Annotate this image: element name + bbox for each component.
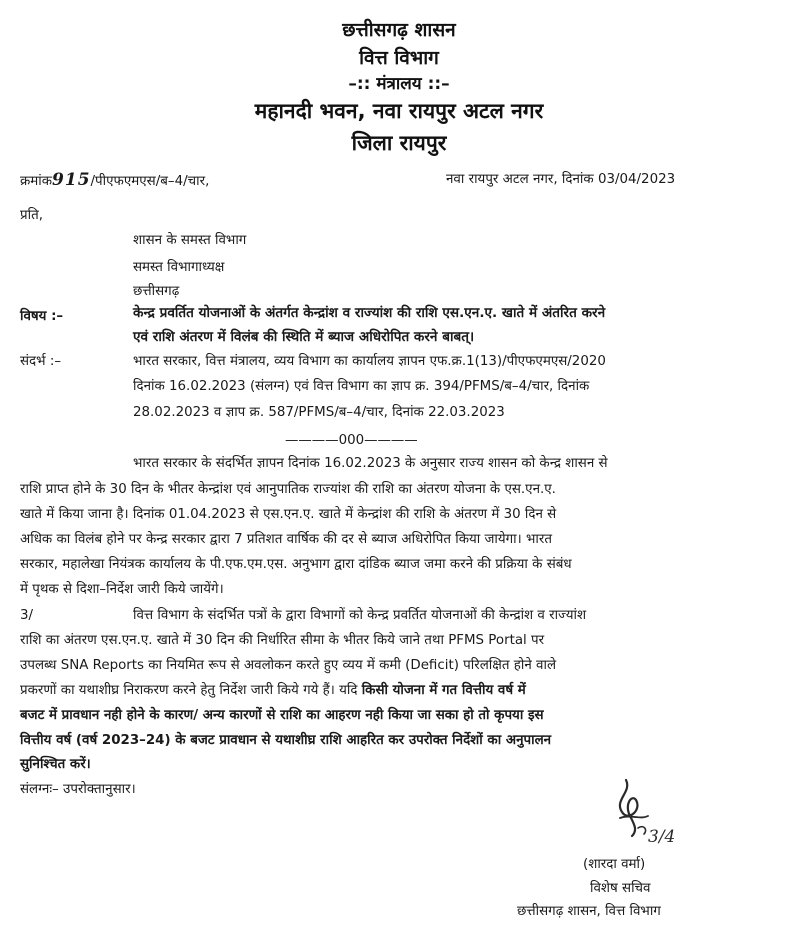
reference-number <box>20 171 209 191</box>
paragraph-line: बजट में प्रावधान नही होने के कारण/ अन्य कारणों से राशि का आहरण नही किया जा सका हो तो कृपया इस <box>20 708 544 723</box>
ministry-label: –:: मंत्रालय ::– <box>348 74 450 94</box>
recipient-label: प्रति, <box>20 208 43 223</box>
reference-suffix: /पीएफएमएस/ब–4/चार, <box>90 174 210 189</box>
paragraph-number: 3/ <box>20 608 34 623</box>
paragraph-line: वित्तीय वर्ष (वर्ष 2023–24) के बजट प्रावधान से यथाशीघ्र राशि आहरित कर उपरोक्त निर्देशों का अनुपालन <box>20 733 552 748</box>
separator: ————000———— <box>285 433 418 448</box>
recipient-line: छत्तीसगढ़ <box>133 284 180 299</box>
context-line: दिनांक 16.02.2023 (संलग्न) एवं वित्त विभाग का ज्ञाप क्र. 394/PFMS/ब–4/चार, दिनांक <box>133 379 590 394</box>
recipient-line: शासन के समस्त विभाग <box>133 233 247 248</box>
context-label: संदर्भ :– <box>20 354 62 369</box>
reference-prefix: क्रमांक <box>20 174 53 189</box>
govt-name: छत्तीसगढ़ शासन <box>342 19 456 41</box>
paragraph-line: खाते में किया जाना है। दिनांक 01.04.2023 से एस.एन.ए. खाते में केन्द्रांश की राशि के अंतरण में 30 दिन से <box>20 507 557 522</box>
paragraph-bold-text: किसी योजना में गत वित्तीय वर्ष में <box>361 683 526 698</box>
paragraph-line: वित्त विभाग के संदर्भित पत्रों के द्वारा विभागों को केन्द्र प्रवर्तित योजनाओं की केन्द्रांश व राज्यांश <box>133 608 587 623</box>
subject-line: केन्द्र प्रवर्तित योजनाओं के अंतर्गत केन्द्रांश व राज्यांश की राशि एस.एन.ए. खाते में अंतरित करने <box>133 305 606 321</box>
paragraph-line: अधिक का विलंब होने पर केन्द्र सरकार द्वारा 7 प्रतिशत वार्षिक की दर से ब्याज अधिरोपित किया जायेगा। भारत <box>20 532 552 547</box>
paragraph-line: में पृथक से दिशा–निर्देश जारी किये जायेंगे। <box>20 582 224 597</box>
signatory-designation: विशेष सचिव <box>590 881 651 896</box>
signature-mark <box>608 770 698 854</box>
subject-line: एवं राशि अंतरण में विलंब की स्थिति में ब्याज अधिरोपित करने बाबत्। <box>133 329 475 345</box>
subject-label: विषय :– <box>20 309 64 324</box>
paragraph-line: सरकार, महालेखा नियंत्रक कार्यालय के पी.एफ.एम.एस. अनुभाग द्वारा दांडिक ब्याज जमा करने की प्रक्रिया के संबंध <box>20 557 572 572</box>
paragraph-line: भारत सरकार के संदर्भित ज्ञापन दिनांक 16.02.2023 के अनुसार राज्य शासन को केन्द्र शासन से <box>133 456 608 471</box>
context-line: भारत सरकार, वित्त मंत्रालय, व्यय विभाग का कार्यालय ज्ञापन एफ.क्र.1(13)/पीएफएमएस/2020 <box>133 354 606 369</box>
paragraph-line <box>20 682 526 700</box>
office-address: महानदी भवन, नवा रायपुर अटल नगर <box>254 99 544 123</box>
handwritten-number: 915 <box>52 170 91 190</box>
signature-date: 3/4 <box>648 827 676 847</box>
paragraph-line: राशि प्राप्त होने के 30 दिन के भीतर केन्द्रांश एवं आनुपातिक राज्यांश की राशि का अंतरण योजना के एस.एन.ए. <box>20 482 556 497</box>
enclosure: संलग्नः– उपरोक्तानुसार। <box>20 782 136 797</box>
signatory-office: छत्तीसगढ़ शासन, वित्त विभाग <box>517 904 661 919</box>
context-line: 28.02.2023 व ज्ञाप क्र. 587/PFMS/ब–4/चार, दिनांक 22.03.2023 <box>133 405 505 420</box>
department-name: वित्त विभाग <box>359 47 439 69</box>
place-date: नवा रायपुर अटल नगर, दिनांक 03/04/2023 <box>446 172 676 187</box>
district-name: जिला रायपुर <box>351 131 447 155</box>
paragraph-line: सुनिश्चित करें। <box>20 757 91 772</box>
paragraph-line: राशि का अंतरण एस.एन.ए. खाते में 30 दिन की निर्धारित सीमा के भीतर किये जाने तथा PFMS Portal पर <box>20 633 545 648</box>
signatory-name: (शारदा वर्मा) <box>583 857 646 872</box>
recipient-line: समस्त विभागाध्यक्ष <box>133 260 225 275</box>
paragraph-line: उपलब्ध SNA Reports का नियमित रूप से अवलोकन करते हुए व्यय में कमी (Deficit) परिलक्षित होने वाले <box>20 658 557 673</box>
paragraph-text: प्रकरणों का यथाशीघ्र निराकरण करने हेतु निर्देश जारी किये गये हैं। यदि <box>20 683 362 698</box>
